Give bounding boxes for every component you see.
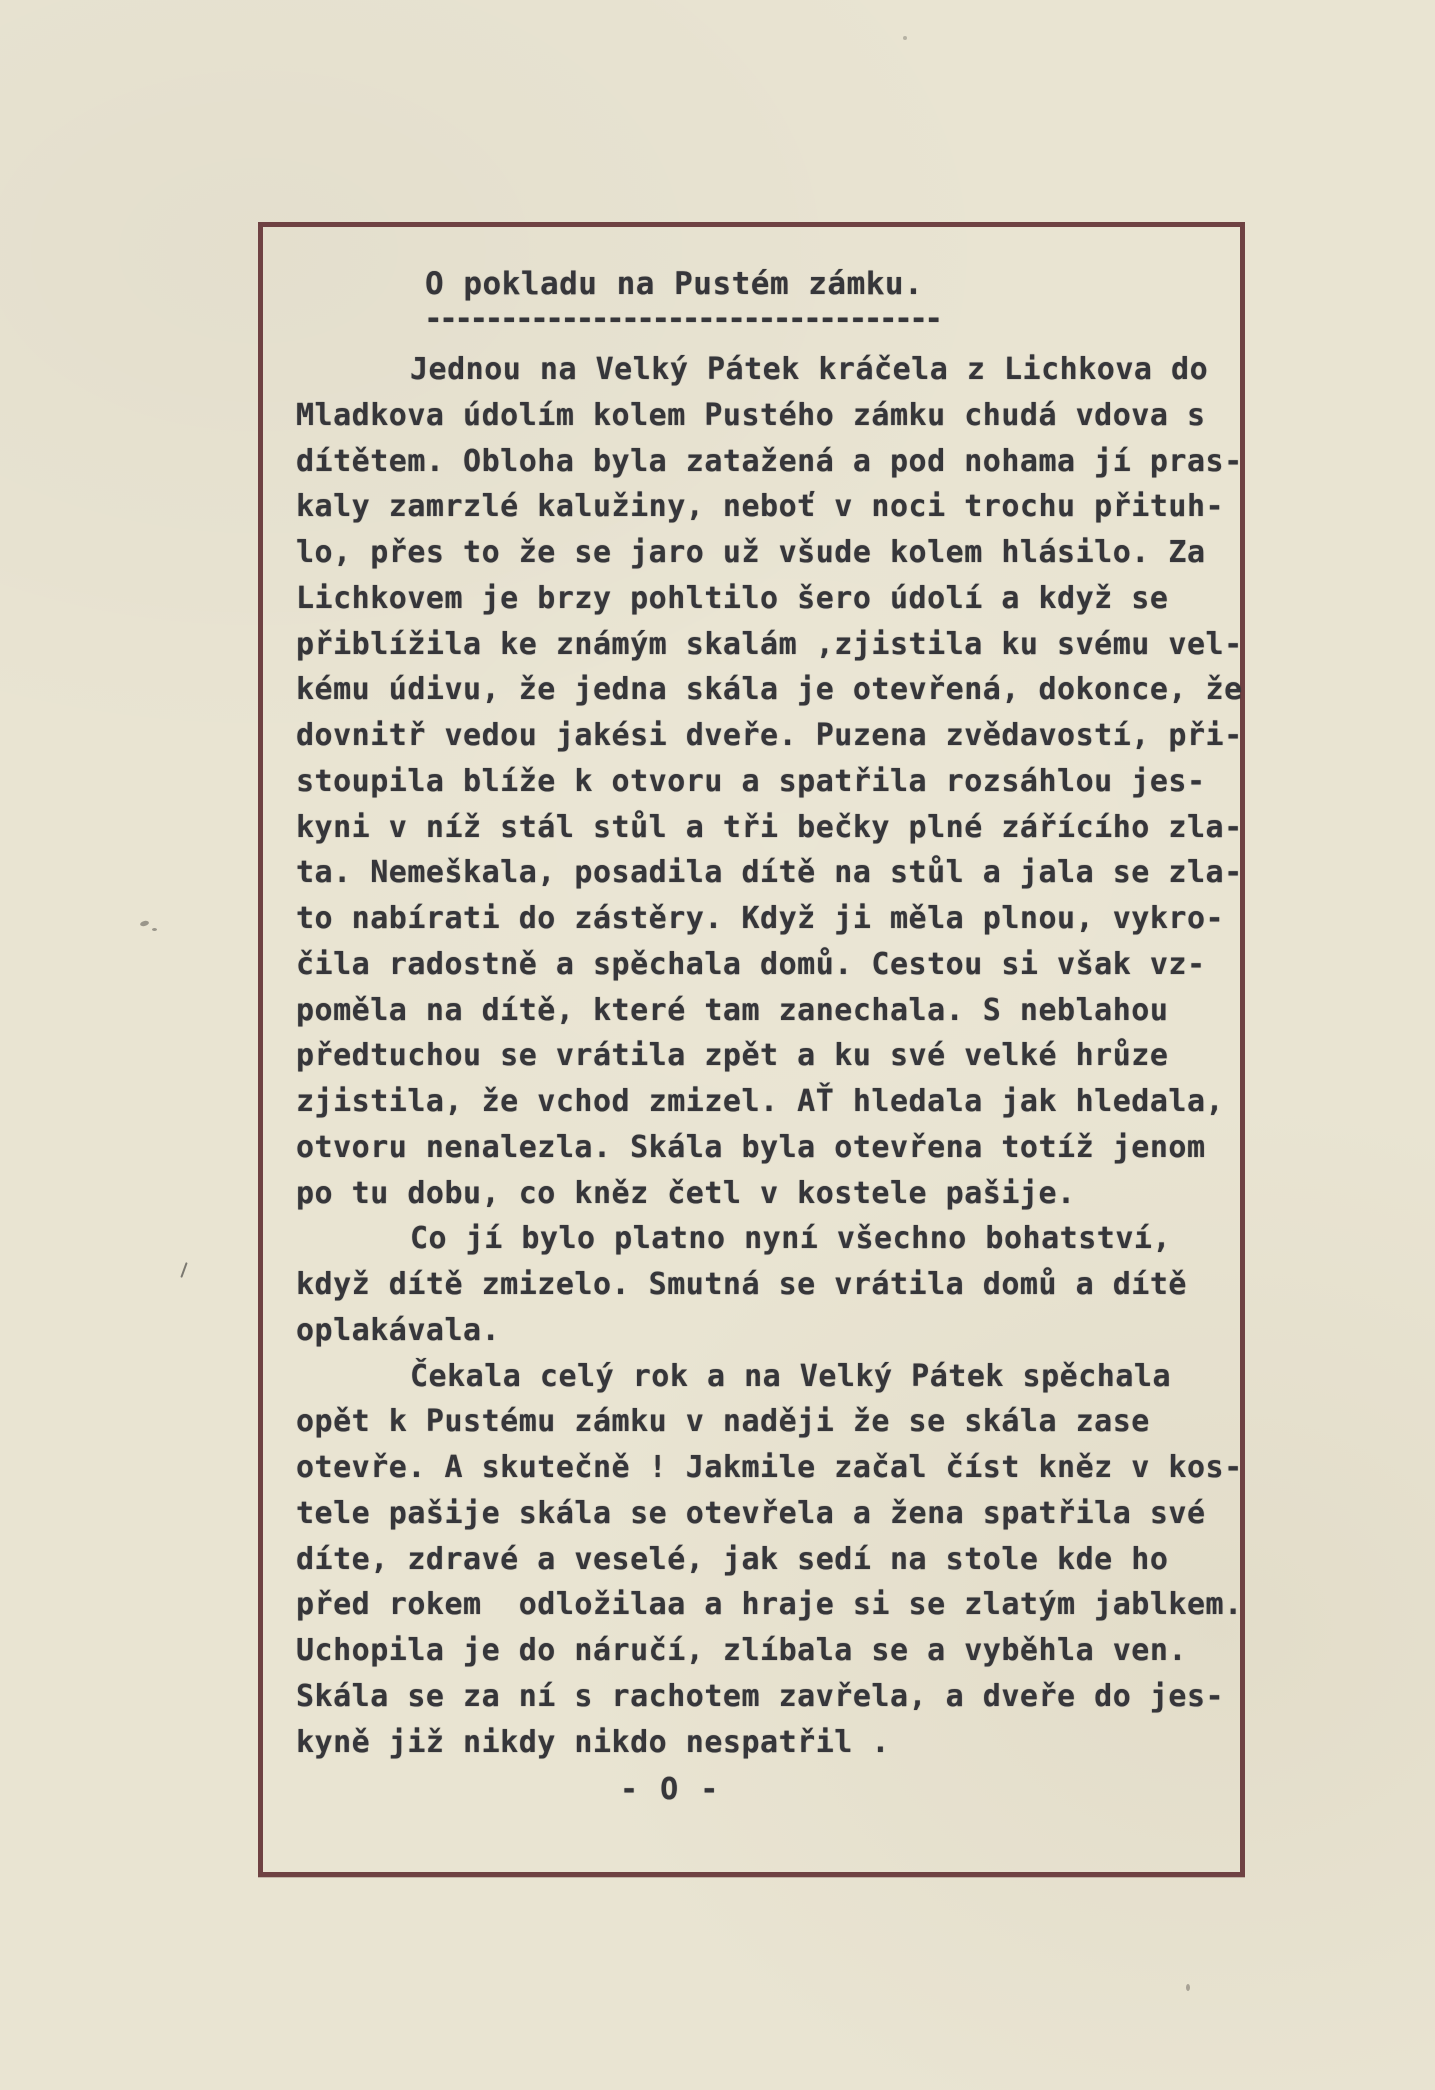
story-line: tele pašije skála se otevřela a žena spatřila své: [296, 1495, 1206, 1531]
story-line: Co jí bylo platno nyní všechno bohatství,: [410, 1221, 1172, 1257]
story-line: opět k Pustému zámku v naději že se skála zase: [296, 1404, 1150, 1440]
story-line: když dítě zmizelo. Smutná se vrátila domů a dítě: [296, 1267, 1187, 1302]
story-line: oplakávala.: [296, 1312, 501, 1348]
story-line: kaly zamrzlé kalužiny, neboť v noci trochu přituh-: [296, 489, 1225, 525]
story-line: dítětem. Obloha byla zatažená a pod nohama jí pras-: [296, 443, 1243, 479]
story-line: Lichkovem je brzy pohltilo šero údolí a když se: [296, 580, 1169, 616]
story-line: předtuchou se vrátila zpět a ku své velké hrůze: [296, 1038, 1169, 1074]
title-underline: ----------------------------------: [424, 301, 940, 337]
story-line: zjistila, že vchod zmizel. AŤ hledala jak hledala,: [296, 1084, 1225, 1119]
story-line: Mladkova údolím kolem Pustého zámku chudá vdova s: [296, 397, 1206, 433]
story-line: Jednou na Velký Pátek kráčela z Lichkova do: [410, 352, 1209, 387]
story-line: Skála se za ní s rachotem zavřela, a dveře do jes-: [296, 1678, 1225, 1714]
paper-speck: [903, 36, 907, 40]
story-line: kyně již nikdy nikdo nespatřil .: [296, 1724, 890, 1760]
story-body: [296, 347, 1256, 1765]
paper-speck: [140, 920, 150, 927]
story-line: lo, přes to že se jaro už všude kolem hlásilo. Za: [296, 535, 1206, 570]
story-line: po tu dobu, co kněz četl v kostele pašije.: [296, 1175, 1076, 1211]
story-line: díte, zdravé a veselé, jak sedí na stole kde ho: [296, 1541, 1169, 1577]
story-line: ta. Nemeškala, posadila dítě na stůl a jala se zla-: [296, 855, 1243, 891]
story-line: to nabírati do zástěry. Když ji měla plnou, vykro-: [296, 901, 1225, 936]
paper-speck: [1186, 1984, 1190, 1991]
paper-speck: [152, 928, 157, 931]
story-line: kyni v níž stál stůl a tři bečky plné zářícího zla-: [296, 809, 1243, 845]
story-line: otevře. A skutečně ! Jakmile začal číst kněz v kos-: [296, 1450, 1243, 1485]
story-line: Uchopila je do náručí, zlíbala se a vyběhla ven.: [296, 1633, 1187, 1668]
story-line: před rokem odložilaa a hraje si se zlatým jablkem.: [296, 1587, 1243, 1623]
story-line: dovnitř vedou jakési dveře. Puzena zvědavostí, při-: [296, 718, 1243, 753]
story-line: kému údivu, že jedna skála je otevřená, dokonce, že: [296, 672, 1243, 708]
story-line: stoupila blíže k otvoru a spatřila rozsáhlou jes-: [296, 763, 1206, 799]
story-line: Čekala celý rok a na Velký Pátek spěchala: [410, 1358, 1172, 1394]
story-line: otvoru nenalezla. Skála byla otevřena totíž jenom: [296, 1129, 1206, 1165]
end-mark: - O -: [620, 1772, 721, 1807]
paper-stray-mark: [180, 1262, 187, 1278]
story-line: čila radostně a spěchala domů. Cestou si však vz-: [296, 946, 1206, 982]
story-line: přiblížila ke známým skalám ,zjistila ku svému vel-: [296, 626, 1243, 662]
story-line: poměla na dítě, které tam zanechala. S neblahou: [296, 992, 1169, 1028]
story-title: O pokladu na Pustém zámku.: [425, 266, 924, 302]
